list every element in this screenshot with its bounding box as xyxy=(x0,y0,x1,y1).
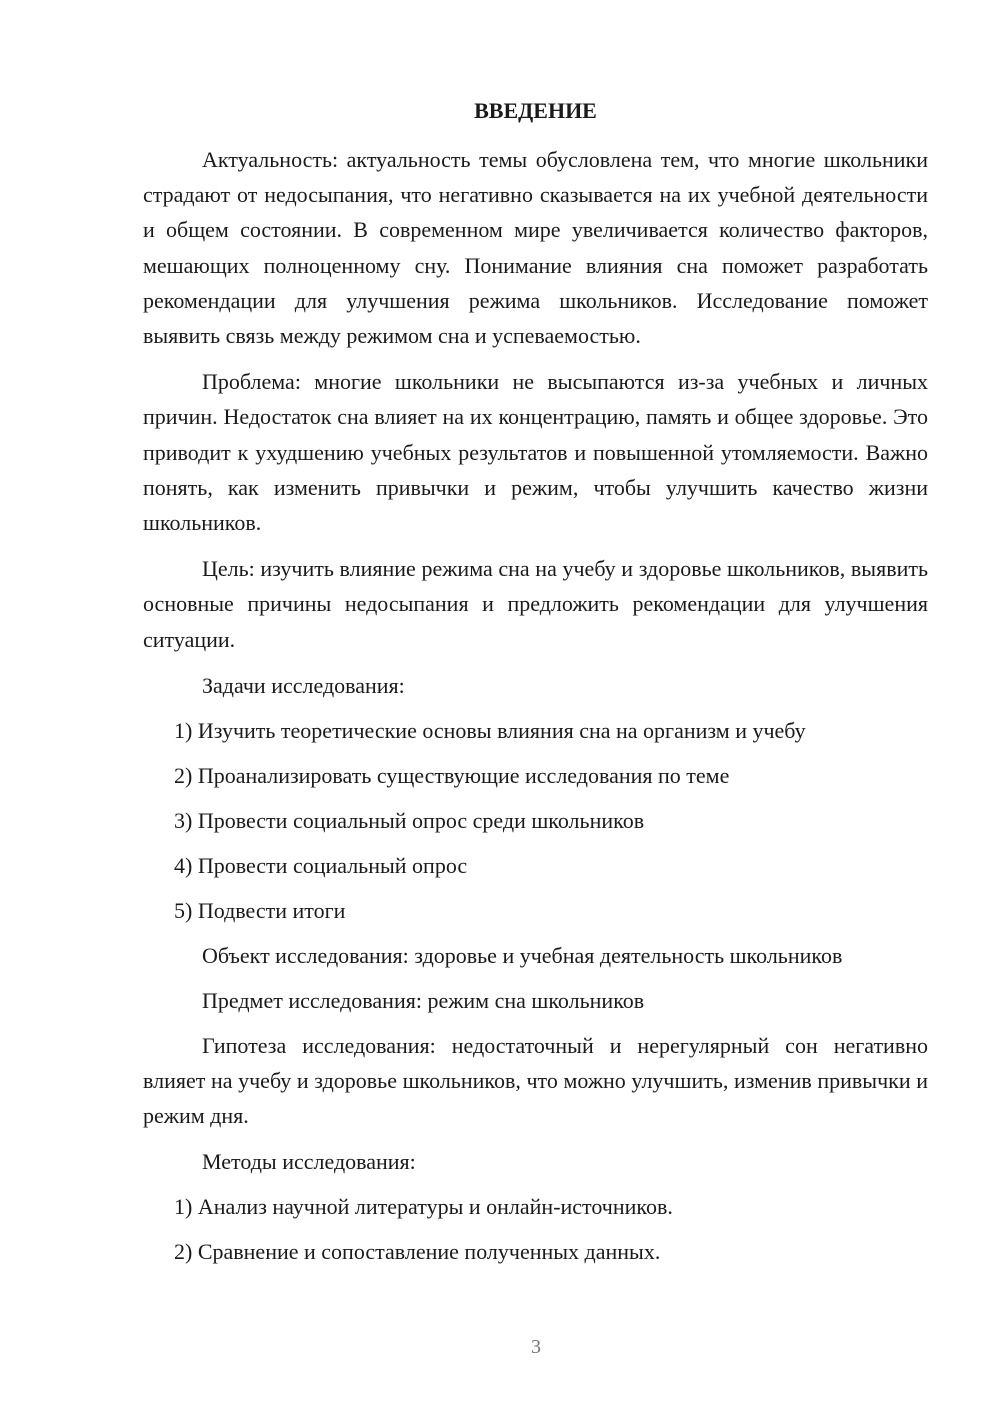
research-subject: Предмет исследования: режим сна школьников xyxy=(202,987,645,1013)
tasks-list xyxy=(143,713,928,928)
list-item: 4) Провести социальный опрос xyxy=(174,852,468,878)
list-item: 5) Подвести итоги xyxy=(174,897,346,923)
research-object: Объект исследования: здоровье и учебная деятельность школьников xyxy=(202,942,843,968)
page-number: 3 xyxy=(531,1336,541,1358)
methods-list xyxy=(143,1189,928,1269)
hypothesis-paragraph: Гипотеза исследования: недостаточный и нерегулярный сон негативно влияет на учебу и здоровье школьников, что можно улучшить, изменив привычки и режим дня. xyxy=(143,1032,928,1129)
list-item: 2) Сравнение и сопоставление полученных данных. xyxy=(174,1239,661,1265)
methods-heading: Методы исследования: xyxy=(202,1149,416,1175)
list-item: 1) Изучить теоретические основы влияния сна на организм и учебу xyxy=(174,717,806,743)
relevance-paragraph: Актуальность: актуальность темы обусловлена тем, что многие школьники страдают от недосыпания, что негативно сказывается на их учебной деятельности и общем состоянии. В современном мире увеличивается количество факторов, мешающих полноценному сну. Понимание влияния сна поможет разработать рекомендации для улучшения режима школьников. Исследование поможет выявить связь между режимом сна и успеваемостью. xyxy=(143,147,928,349)
document-body xyxy=(143,142,928,1279)
tasks-heading: Задачи исследования: xyxy=(202,672,405,698)
goal-paragraph: Цель: изучить влияние режима сна на учебу и здоровье школьников, выявить основные причины недосыпания и предложить рекомендации для улучшения ситуации. xyxy=(143,556,928,652)
page-title: ВВЕДЕНИЕ xyxy=(474,98,597,123)
problem-paragraph: Проблема: многие школьники не высыпаются из-за учебных и личных причин. Недостаток сна влияет на их концентрацию, память и общее здоровье. Это приводит к ухудшению учебных результатов и повышенной утомляемости. Важно понять, как изменить привычки и режим, чтобы улучшить качество жизни школьников. xyxy=(143,369,928,536)
list-item: 3) Провести социальный опрос среди школьников xyxy=(174,807,645,833)
list-item: 1) Анализ научной литературы и онлайн-источников. xyxy=(174,1194,673,1220)
list-item: 2) Проанализировать существующие исследования по теме xyxy=(174,762,730,788)
